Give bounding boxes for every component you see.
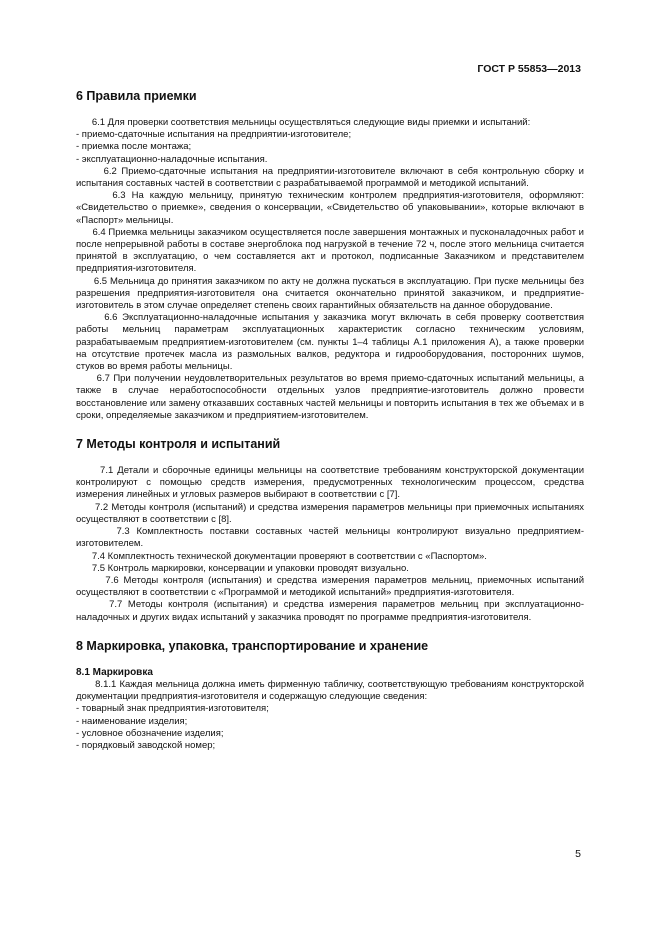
list-item: - порядковый заводской номер; [76,739,216,751]
subsection-title: 8.1 Маркировка [76,666,153,678]
section-8 [76,638,584,752]
paragraph-6-4: 6.4 Приемка мельницы заказчиком осуществляется после завершения монтажных и пусконаладочных работ и после непрерывной работы в составе энергоблока под нагрузкой в течение 72 ч, после этого мельница считается принятой в эксплуатацию, о чем составляется акт и протокол, подписанные Заказчиком и представителем предприятия-изготовителя. [76,226,584,275]
paragraph-6-7: 6.7 При получении неудовлетворительных результатов во время приемо-сдаточных испытаний мельницы, а также в случае неработоспособности отдельных узлов предприятие-изготовитель должно провести восстановление или замену отказавших составных частей мельницы и повторить испытания в тех же объемах и в сроки, определяемые заказчиком и предприятием-изготовителем. [76,373,584,421]
list-item: - приемка после монтажа; [76,141,192,153]
section-title: 7 Методы контроля и испытаний [76,437,281,452]
section-6 [76,88,584,422]
paragraph-6-3: 6.3 На каждую мельницу, принятую техническим контролем предприятия-изготовителя, оформляют: «Свидетельство о приемке», сведения о консервации, «Свидетельство об упаковывании», которые включают в «Паспорт» мельницы. [76,190,584,226]
paragraph-7-2: 7.2 Методы контроля (испытаний) и средства измерения параметров мельницы при приемочных испытаниях осуществляют в соответствии с [8]. [76,501,584,525]
section-title: 6 Правила приемки [76,89,197,103]
list-item: - наименование изделия; [76,715,188,727]
list-item: - эксплуатационно-наладочные испытания. [76,153,268,165]
paragraph-6-5: 6.5 Мельница до принятия заказчиком по акту не должна пускаться в эксплуатацию. При пуске мельницы без разрешения предприятия-изготовителя она считается окончательно принятой заказчиком, и предприятие-изготовитель в этом случае определяет степень своих гарантийных обязательств на данное оборудование. [76,275,584,312]
document-body [76,82,584,752]
paragraph-7-3: 7.3 Комплектность поставки составных частей мельницы контролируют визуально предприятием-изготовителем. [76,526,584,550]
list-item: - приемо-сдаточные испытания на предприятии-изготовителе; [76,129,352,141]
paragraph-7-1: 7.1 Детали и сборочные единицы мельницы на соответствие требованиям конструкторской документации контролируют с помощью средств измерения, предусмотренных технологическим процессом, средства измерения линейных и угловых размеров выбирают в соответствии с [7]. [76,465,584,501]
paragraph-7-6: 7.6 Методы контроля (испытания) и средства измерения параметров мельниц, приемочных испытаний осуществляют в соответствии с «Программой и методикой испытаний» предприятия-изготовителя. [76,574,584,599]
list-item: - условное обозначение изделия; [76,727,224,739]
paragraph-6-1: 6.1 Для проверки соответствия мельницы осуществляться следующие виды приемки и испытаний: [76,117,531,128]
paragraph-8-1-1: 8.1.1 Каждая мельница должна иметь фирменную табличку, соответствующую требованиям конструкторской документации предприятия-изготовителя и содержащую следующие сведения: [76,678,584,703]
section-title: 8 Маркировка, упаковка, транспортирование и хранение [76,638,429,653]
paragraph-7-4: 7.4 Комплектность технической документации проверяют в соответствии с «Паспортом». [76,550,487,562]
list-item: - товарный знак предприятия-изготовителя; [76,703,269,715]
paragraph-7-7: 7.7 Методы контроля (испытания) и средства измерения параметров мельниц при эксплуатационно-наладочных и других видах испытаний у заказчика проводят по программе предприятия-изготовителя. [76,599,584,623]
section-7 [76,436,584,624]
page-number: 5 [575,848,581,860]
paragraph-6-2: 6.2 Приемо-сдаточные испытания на предприятии-изготовителе включают в себя контрольную сборку и испытания составных частей в соответствии с разрабатываемой программой и методикой испытаний. [76,165,584,190]
paragraph-6-6: 6.6 Эксплуатационно-наладочные испытания у заказчика могут включать в себя проверку соответствия работы мельниц параметрам эксплуатационных характеристик согласно техническим условиям, разрабатываемым предприятием-изготовителем (см. пункты 1–4 таблицы А.1 приложения А), а также проверки на отсутствие протечек масла из размольных валков, редуктора и гидрооборудования, посторонних шумов, стуков во время работы мельницы. [76,312,584,373]
document-code: ГОСТ Р 55853—2013 [477,63,581,75]
paragraph-7-5: 7.5 Контроль маркировки, консервации и упаковки проводят визуально. [76,562,409,574]
